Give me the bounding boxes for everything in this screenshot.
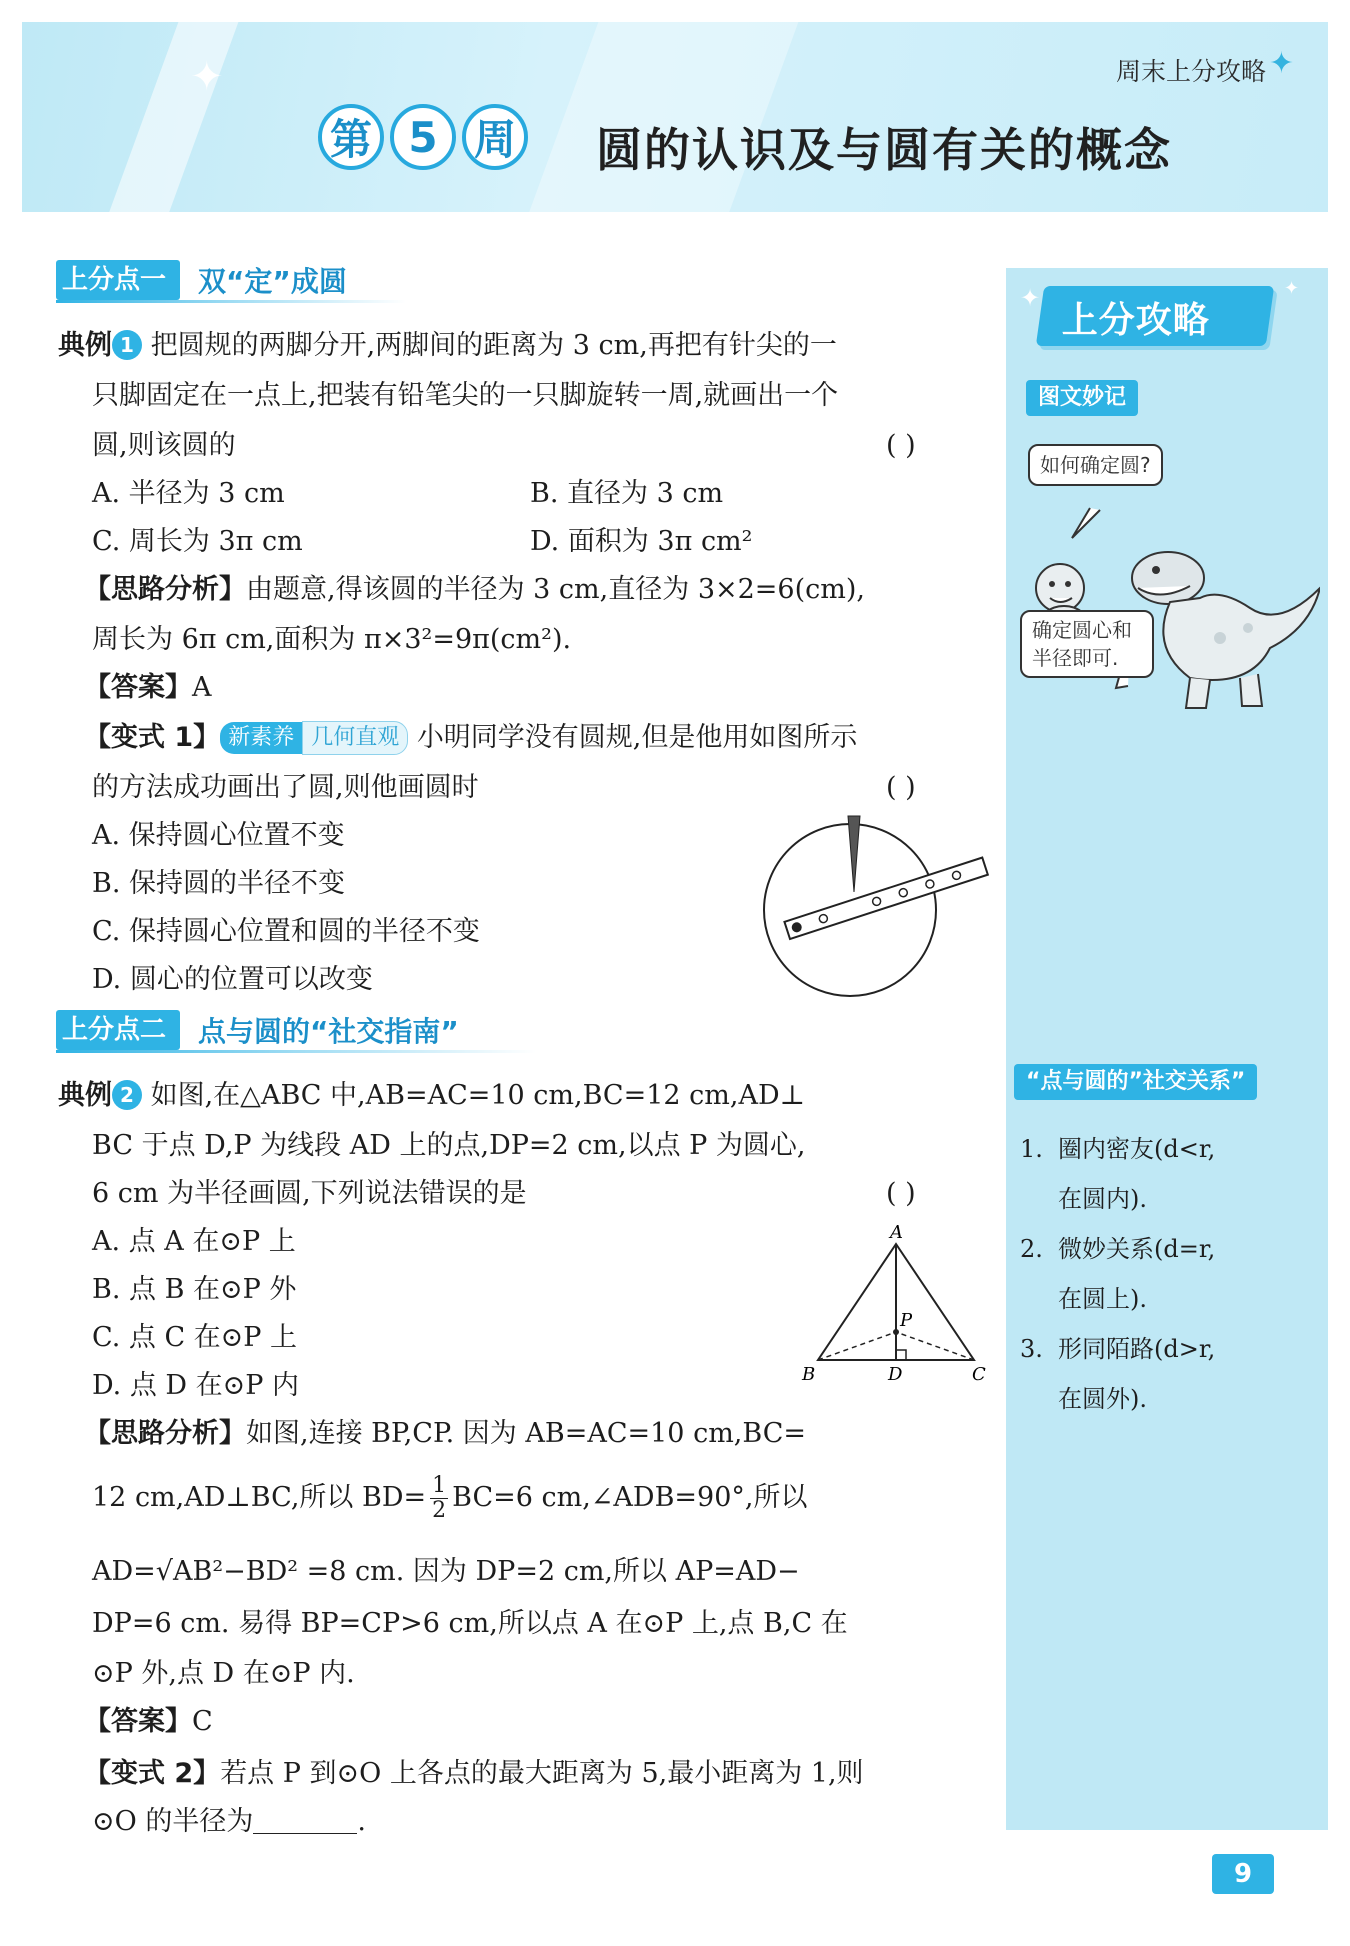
header-decoration [98, 22, 245, 212]
list-item [1020, 1274, 1320, 1324]
big-dinosaur-eye [1152, 566, 1160, 574]
small-dinosaur-head [1036, 564, 1084, 612]
variant-2-line [84, 1754, 864, 1794]
list-text: 圈内密友(d<r, [1058, 1135, 1216, 1163]
analysis-text: ⊙P 外,点 D 在⊙P 内. [92, 1658, 355, 1689]
label-a: A [890, 1222, 903, 1243]
sparkle-icon: ✦ [1020, 284, 1041, 312]
section-label: 上分点二 [56, 1010, 180, 1050]
option-c: C. 保持圆心位置和圆的半径不变 [92, 916, 480, 947]
circle-ruler-figure [708, 810, 998, 1000]
label-d: D [888, 1364, 903, 1384]
option-a: A. 半径为 3 cm [92, 478, 285, 509]
list-item [1020, 1374, 1320, 1424]
section-underline [56, 1050, 536, 1053]
section-title: 点与圆的“社交指南” [198, 1015, 459, 1048]
fraction-one-half [430, 1474, 448, 1523]
analysis-text: 12 cm,AD⊥BC,所以 BD= [92, 1482, 427, 1513]
option-c: C. 周长为 3π cm [92, 526, 303, 557]
analysis-line [84, 570, 865, 610]
option-b: B. 直径为 3 cm [530, 478, 724, 509]
analysis-text: 周长为 6π cm,面积为 π×3²=9π(cm²). [92, 624, 572, 655]
fraction-numerator: 1 [432, 1473, 447, 1498]
list-item [1020, 1124, 1320, 1174]
pencil [848, 816, 860, 892]
section-heading-1 [56, 260, 347, 300]
answer-value: A [192, 672, 212, 703]
variant-1-line [84, 718, 857, 758]
analysis-text: DP=6 cm. 易得 BP=CP>6 cm,所以点 A 在⊙P 上,点 B,C 在 [92, 1608, 848, 1639]
section-title: 双“定”成圆 [198, 265, 347, 298]
week-suffix: 周 [462, 104, 528, 170]
sidebar-title: 上分攻略 [1061, 300, 1210, 341]
chapter-title: 圆的认识及与圆有关的概念 [596, 123, 1172, 177]
list-item [1020, 1174, 1320, 1224]
segment-bp [818, 1332, 896, 1360]
example-number: 1 [112, 330, 142, 360]
question-text: 圆,则该圆的 [92, 430, 236, 461]
week-badge [318, 104, 528, 170]
label-p: P [900, 1310, 913, 1331]
answer-line [84, 1702, 213, 1742]
bubble-tail [1072, 508, 1100, 538]
option-b: B. 保持圆的半径不变 [92, 868, 346, 899]
speech-bubble-question: 如何确定圆? [1028, 444, 1163, 486]
big-dinosaur-spot [1243, 623, 1253, 633]
list-text: 形同陌路(d>r, [1058, 1335, 1216, 1363]
question-text: 把圆规的两脚分开,两脚间的距离为 3 cm,再把有针尖的一 [150, 330, 837, 361]
ruler-strip [784, 858, 987, 939]
question-text: . [357, 1806, 366, 1837]
list-item [1020, 1224, 1320, 1274]
option-d: D. 点 D 在⊙P 内 [92, 1370, 300, 1401]
question-text: 的方法成功画出了圆,则他画圆时 [92, 772, 479, 803]
right-angle-mark [896, 1350, 906, 1360]
variant-label: 【变式 2】 [84, 1758, 221, 1789]
memo-label: 图文妙记 [1026, 380, 1138, 416]
analysis-text: AD=√AB²−BD² =8 cm. 因为 DP=2 cm,所以 AP=AD− [92, 1556, 800, 1587]
fraction-denominator: 2 [432, 1498, 447, 1523]
question-text: 6 cm 为半径画圆,下列说法错误的是 [92, 1178, 527, 1209]
answer-label: 【答案】 [84, 1706, 192, 1737]
list-text: 在圆内). [1058, 1185, 1147, 1213]
list-number: 1. [1020, 1135, 1043, 1163]
relation-list [1020, 1124, 1320, 1424]
variant-label: 【变式 1】 [84, 722, 221, 753]
week-prefix: 第 [318, 104, 384, 170]
analysis-label: 【思路分析】 [84, 574, 246, 605]
list-text: 微妙关系(d=r, [1058, 1235, 1216, 1263]
analysis-label: 【思路分析】 [84, 1418, 246, 1449]
header-tag: 周末上分攻略 [1115, 57, 1266, 86]
analysis-text: 由题意,得该圆的半径为 3 cm,直径为 3×2=6(cm), [246, 574, 865, 605]
option-d: D. 面积为 3π cm² [530, 526, 753, 557]
example-1-line [58, 326, 837, 366]
sidebar [1006, 268, 1328, 1830]
sparkle-icon: ✦ [1268, 46, 1294, 81]
example-prefix: 典例 [58, 1080, 112, 1111]
week-number: 5 [390, 104, 456, 170]
small-dinosaur-eye [1049, 581, 1055, 587]
fill-in-blank[interactable] [253, 1804, 357, 1834]
option-a: A. 点 A 在⊙P 上 [92, 1226, 296, 1257]
option-a: A. 保持圆心位置不变 [92, 820, 345, 851]
bubble-answer-line: 半径即可. [1032, 646, 1119, 670]
answer-line [84, 668, 212, 708]
bubble-answer-line: 确定圆心和 [1032, 618, 1132, 642]
analysis-text: BC=6 cm,∠ADB=90°,所以 [452, 1482, 808, 1513]
answer-paren: ( ) [886, 772, 916, 803]
section-underline [56, 300, 406, 303]
label-c: C [972, 1364, 986, 1384]
point-p [893, 1329, 899, 1335]
triangle-figure [800, 1222, 990, 1384]
relation-label: “点与圆的”社交关系” [1014, 1064, 1257, 1100]
question-text: 若点 P 到⊙O 上各点的最大距离为 5,最小距离为 1,则 [220, 1758, 864, 1789]
question-text: 只脚固定在一点上,把装有铅笔尖的一只脚旋转一周,就画出一个 [92, 380, 839, 411]
big-dinosaur-head [1132, 552, 1204, 604]
answer-paren: ( ) [886, 1178, 916, 1209]
list-number: 2. [1020, 1235, 1043, 1263]
list-number: 3. [1020, 1335, 1043, 1363]
section-label: 上分点一 [56, 260, 180, 300]
question-text: BC 于点 D,P 为线段 AD 上的点,DP=2 cm,以点 P 为圆心, [92, 1130, 806, 1161]
option-d: D. 圆心的位置可以改变 [92, 964, 373, 995]
answer-value: C [192, 1706, 213, 1737]
sidebar-title-box [1036, 286, 1274, 346]
list-text: 在圆外). [1058, 1385, 1147, 1413]
big-dinosaur-spot [1214, 632, 1226, 644]
label-b: B [802, 1364, 816, 1384]
question-text: ⊙O 的半径为 [92, 1806, 254, 1837]
option-b: B. 点 B 在⊙P 外 [92, 1274, 297, 1305]
big-dinosaur-body [1163, 588, 1320, 680]
small-dinosaur-eye [1065, 581, 1071, 587]
answer-paren: ( ) [886, 430, 916, 461]
question-text: 小明同学没有圆规,但是他用如图所示 [416, 722, 858, 753]
sparkle-icon: ✦ [190, 54, 224, 100]
example-2-line [58, 1076, 805, 1116]
analysis-text: 如图,连接 BP,CP. 因为 AB=AC=10 cm,BC= [246, 1418, 806, 1449]
section-heading-2 [56, 1010, 459, 1050]
analysis-line [84, 1414, 806, 1454]
page-number: 9 [1212, 1854, 1274, 1894]
example-number: 2 [112, 1080, 142, 1110]
new-literacy-badge: 新素养 [220, 722, 302, 754]
segment-cp [896, 1332, 974, 1360]
list-text: 在圆上). [1058, 1285, 1147, 1313]
question-text: 如图,在△ABC 中,AB=AC=10 cm,BC=12 cm,AD⊥ [150, 1080, 806, 1111]
analysis-line [92, 1474, 807, 1523]
answer-label: 【答案】 [84, 672, 192, 703]
list-item [1020, 1324, 1320, 1374]
example-prefix: 典例 [58, 330, 112, 361]
sparkle-icon: ✦ [1284, 278, 1300, 299]
speech-bubble-answer [1020, 610, 1154, 678]
option-c: C. 点 C 在⊙P 上 [92, 1322, 298, 1353]
variant-2-line [92, 1802, 366, 1842]
ruler [784, 858, 987, 939]
geometry-intuition-badge: 几何直观 [302, 721, 408, 755]
